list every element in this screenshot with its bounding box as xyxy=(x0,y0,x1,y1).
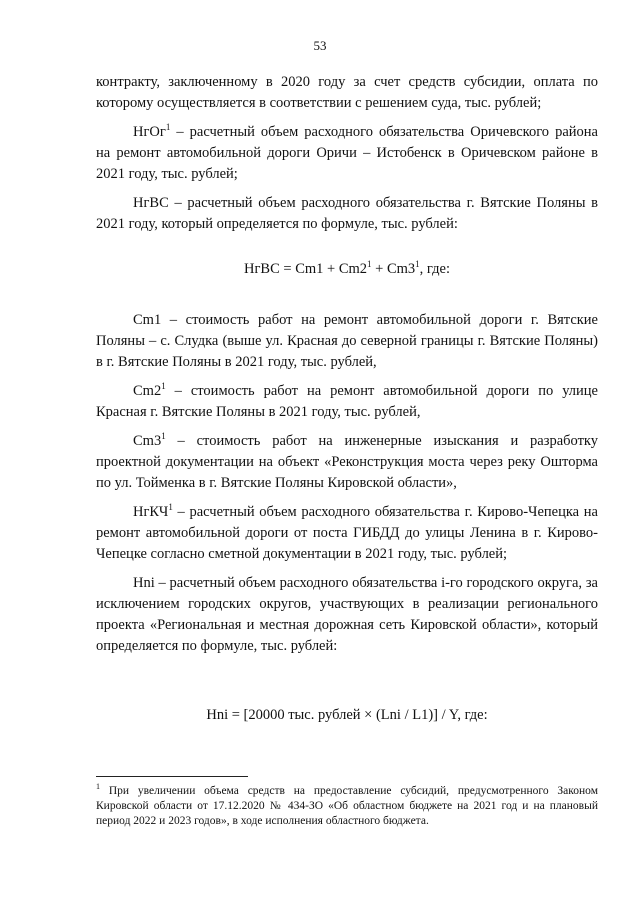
term-cm3: Cm3 xyxy=(133,433,162,449)
term-nrkch: НгКЧ xyxy=(133,504,169,520)
definition-nrkch: – расчетный объем расходного обязательства г. Кирово-Чепецка на ремонт автомобильной дороги от поста ГИБДД до улицы Ленина в г. Кирово-Чепецке согласно сметной документации в 2021 году, тыс. рублей; xyxy=(96,504,598,562)
footnote-ref: 1 xyxy=(161,431,166,442)
paragraph-nrvs: НгВС – расчетный объем расходного обязательства г. Вятские Поляны в 2021 году, который определяется по формуле, тыс. рублей: xyxy=(96,195,598,232)
paragraph-nrkch xyxy=(96,502,598,565)
definition-cm2: – стоимость работ на ремонт автомобильной дороги по улице Красная г. Вятские Поляны в 2021 году, тыс. рублей, xyxy=(96,383,598,420)
page-number: 53 xyxy=(313,38,327,53)
paragraph-cm1: Cm1 – стоимость работ на ремонт автомобильной дороги г. Вятские Поляны – с. Слудка (выше ул. Красная до северной границы г. Вятские Поляны) в г. Вятские Поляны в 2021 году, тыс. рублей, xyxy=(96,312,598,370)
term-nrog: НгОг xyxy=(133,124,166,140)
formula-part: + Cm3 xyxy=(371,261,416,277)
footnote-ref: 1 xyxy=(367,259,372,270)
formula-part: НгВС = Cm1 + Cm2 xyxy=(244,261,368,277)
definition-nrog: – расчетный объем расходного обязательства Оричевского района на ремонт автомобильной дороги Оричи – Истобенск в Оричевском районе в 2021 году, тыс. рублей; xyxy=(96,124,598,182)
paragraph-cm3 xyxy=(96,431,598,494)
footnote-divider xyxy=(96,776,248,777)
footnote-ref: 1 xyxy=(415,259,420,270)
paragraph-hni: Hni – расчетный объем расходного обязательства i-го городского округа, за исключением городских округов, участвующих в реализации регионального проекта «Региональная и местная дорожная сеть Кировской области», который определяется по формуле, тыс. рублей: xyxy=(96,575,598,654)
footnote-marker: 1 xyxy=(96,782,100,792)
formula-hni: Hni = [20000 тыс. рублей × (Lni / L1)] / Y, где: xyxy=(206,707,488,723)
body-text xyxy=(96,72,598,726)
paragraph-continuation: контракту, заключенному в 2020 году за счет средств субсидии, оплата по которому осуществляется в соответствии с решением суда, тыс. рублей; xyxy=(96,74,598,111)
definition-cm3: – стоимость работ на инженерные изыскания и разработку проектной документации на объект «Реконструкция моста через реку Ошторма по ул. Тойменка в г. Вятские Поляны Кировской области», xyxy=(96,433,598,491)
paragraph-cm2 xyxy=(96,381,598,423)
footnote-ref: 1 xyxy=(165,122,171,133)
footnote xyxy=(96,784,598,829)
footnote-text: При увеличении объема средств на предоставление субсидий, предусмотренного Законом Кировской области от 17.12.2020 № 434-ЗО «Об областном бюджете на 2021 год и на плановый период 2022 и 2023 годов», в ходе исполнения областного бюджета. xyxy=(96,785,598,827)
formula-nrvs xyxy=(96,259,598,280)
footnote-ref: 1 xyxy=(168,502,173,513)
footnote-ref: 1 xyxy=(161,381,166,392)
paragraph-nrog xyxy=(96,122,598,185)
formula-part: , где: xyxy=(419,261,450,277)
term-cm2: Cm2 xyxy=(133,383,162,399)
